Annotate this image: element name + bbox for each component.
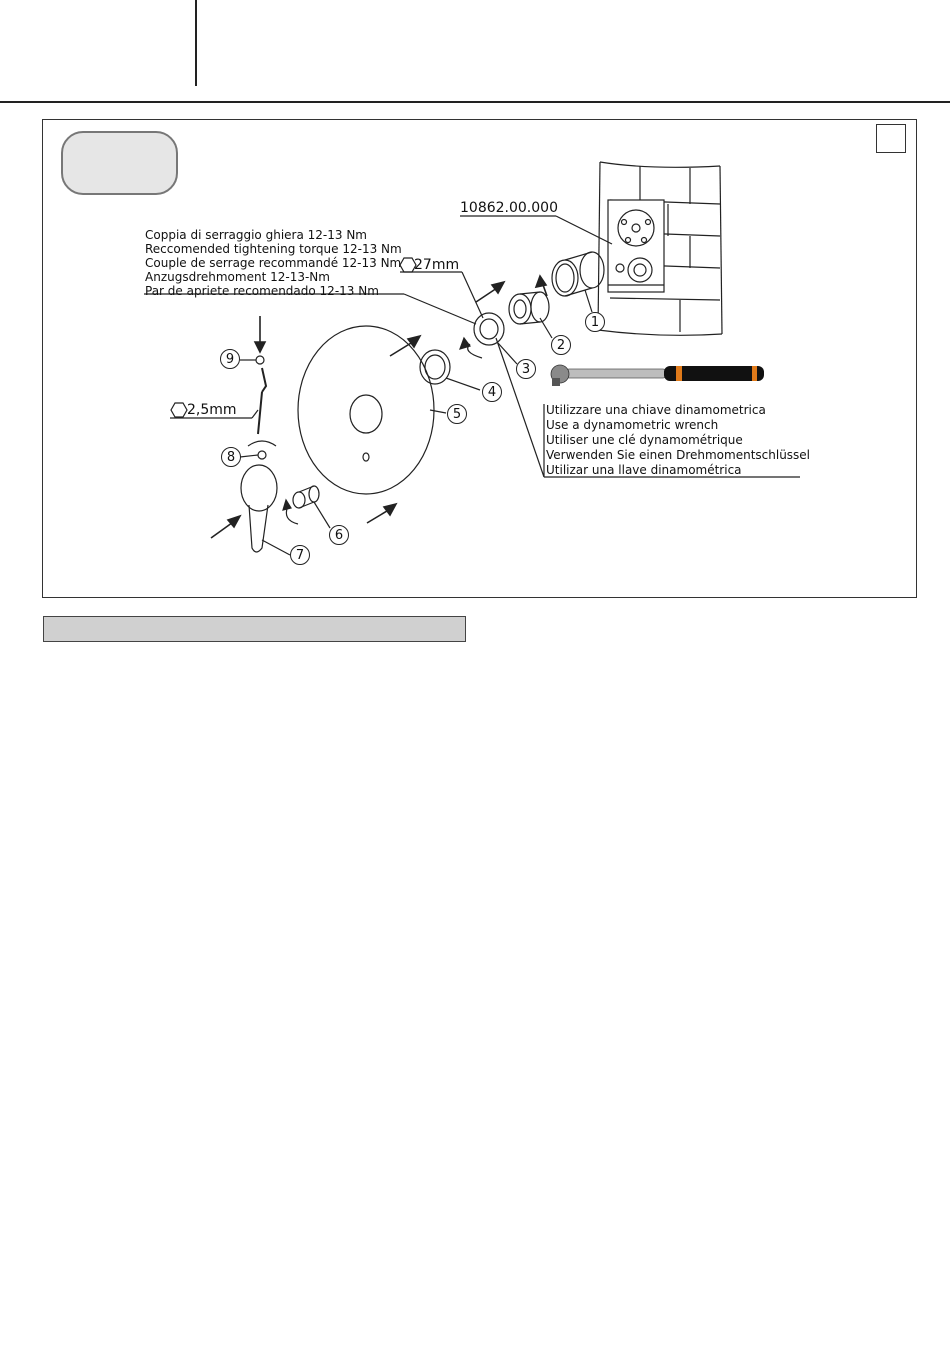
callout-2: 2 (551, 335, 571, 355)
wrench-note-en: Use a dynamometric wrench (546, 418, 719, 432)
wrench-note-it: Utilizzare una chiave dinamometrica (546, 403, 766, 417)
callout-4: 4 (482, 382, 502, 402)
callout-3: 3 (516, 359, 536, 379)
callout-8: 8 (221, 447, 241, 467)
hex-25-label: 2,5mm (187, 402, 237, 418)
part-code: 10862.00.000 (460, 200, 558, 216)
callout-5: 5 (447, 404, 467, 424)
callout-9: 9 (220, 349, 240, 369)
section-heading-bar (43, 616, 466, 642)
torque-wrench-image (551, 365, 764, 386)
wrench-note-de: Verwenden Sie einen Drehmomentschlüssel (546, 448, 811, 462)
torque-note-fr: Couple de serrage recommandé 12-13 Nm (145, 256, 402, 270)
hex-27-label: 27mm (414, 257, 460, 273)
torque-note-en: Reccomended tightening torque 12-13 Nm (145, 242, 402, 256)
wrench-note-fr: Utiliser une clé dynamométrique (546, 433, 743, 447)
callout-6: 6 (329, 525, 349, 545)
torque-note-es: Par de apriete recomendado 12-13 Nm (145, 284, 379, 298)
torque-note-it: Coppia di serraggio ghiera 12-13 Nm (145, 228, 367, 242)
callout-1: 1 (585, 312, 605, 332)
wrench-note-es: Utilizar una llave dinamométrica (546, 463, 742, 477)
torque-note-de: Anzugsdrehmoment 12-13-Nm (145, 270, 330, 284)
callout-7: 7 (290, 545, 310, 565)
